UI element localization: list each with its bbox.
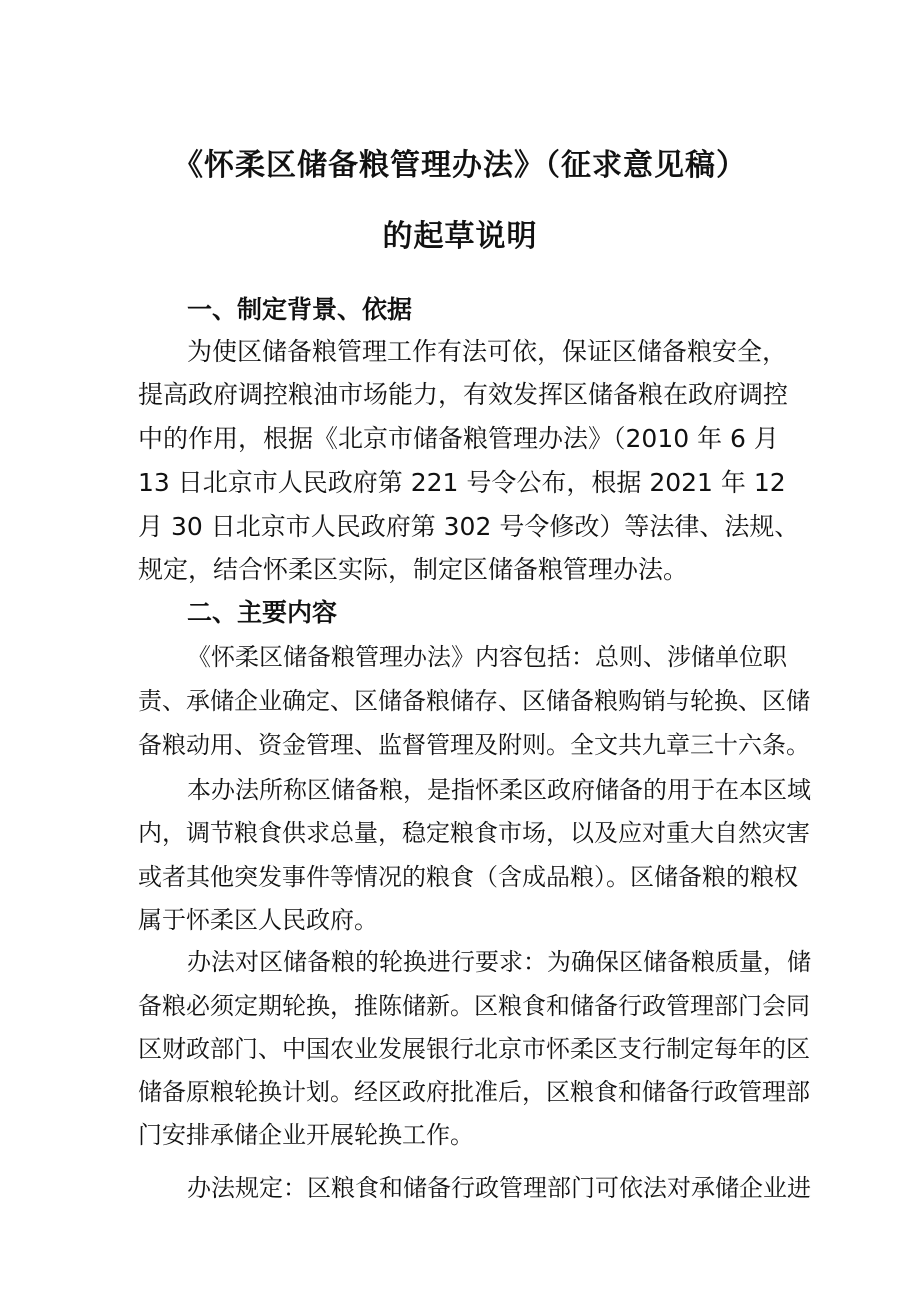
section-heading: 一、制定背景、依据	[187, 295, 413, 324]
paragraph-line: 提高政府调控粮油市场能力，有效发挥区储备粮在政府调控	[138, 380, 789, 409]
paragraph-line: 月 30 日北京市人民政府第 302 号令修改）等法律、法规、	[138, 512, 800, 541]
paragraph-line: 或者其他突发事件等情况的粮食（含成品粮）。区储备粮的粮权	[138, 863, 798, 891]
paragraph-line: 储备原粮轮换计划。经区政府批准后，区粮食和储备行政管理部	[138, 1078, 810, 1106]
paragraph-line: 区财政部门、中国农业发展银行北京市怀柔区支行制定每年的区	[138, 1035, 810, 1063]
paragraph-line: 办法规定：区粮食和储备行政管理部门可依法对承储企业进	[187, 1174, 811, 1202]
document-title-line-2: 的起草说明	[382, 219, 538, 254]
paragraph-line: 门安排承储企业开展轮换工作。	[138, 1121, 474, 1149]
paragraph-line: 属于怀柔区人民政府。	[138, 906, 378, 934]
paragraph-line: 办法对区储备粮的轮换进行要求：为确保区储备粮质量，储	[187, 948, 811, 976]
paragraph-line: 规定，结合怀柔区实际，制定区储备粮管理办法。	[138, 555, 689, 584]
section-heading: 二、主要内容	[187, 598, 338, 627]
paragraph-line: 备粮必须定期轮换，推陈储新。区粮食和储备行政管理部门会同	[138, 992, 810, 1020]
paragraph-line: 为使区储备粮管理工作有法可依，保证区储备粮安全，	[187, 337, 788, 366]
document-title-line-1: 《怀柔区储备粮管理办法》（征求意见稿）	[173, 148, 747, 183]
paragraph-line: 中的作用，根据《北京市储备粮管理办法》（2010 年 6 月	[138, 424, 779, 453]
paragraph-line: 13 日北京市人民政府第 221 号令公布，根据 2021 年 12	[138, 468, 786, 497]
paragraph-line: 备粮动用、资金管理、监督管理及附则。全文共九章三十六条。	[138, 731, 810, 759]
paragraph-line: 责、承储企业确定、区储备粮储存、区储备粮购销与轮换、区储	[138, 687, 810, 715]
paragraph-line: 本办法所称区储备粮，是指怀柔区政府储备的用于在本区域	[187, 776, 811, 804]
paragraph-line: 内，调节粮食供求总量，稳定粮食市场，以及应对重大自然灾害	[138, 819, 810, 847]
paragraph-line: 《怀柔区储备粮管理办法》内容包括：总则、涉储单位职	[187, 643, 787, 671]
